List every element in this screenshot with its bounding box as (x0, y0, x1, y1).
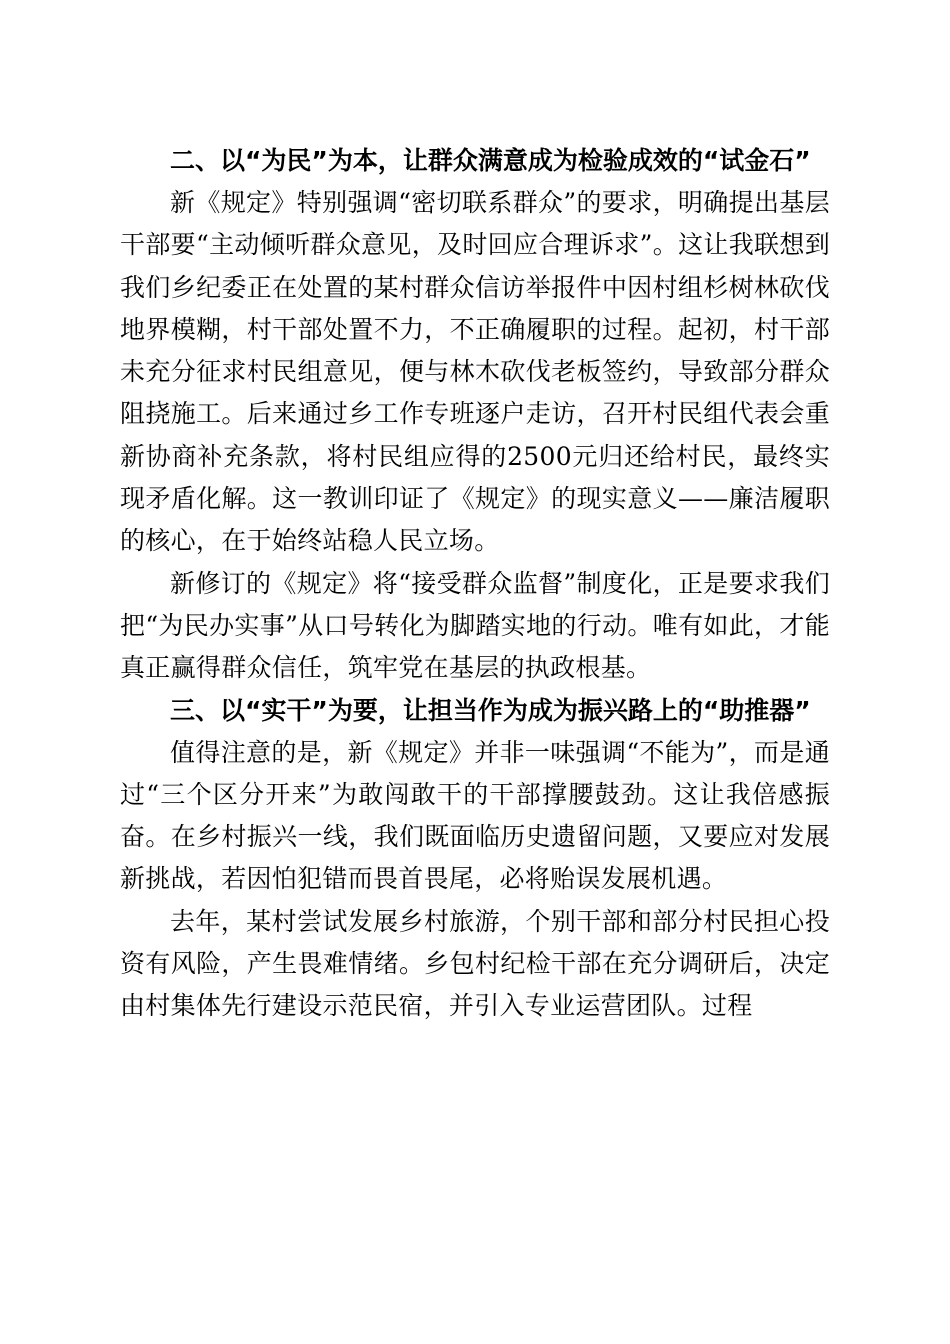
section-heading-2: 二、以“为民”为本，让群众满意成为检验成效的“试金石” (170, 146, 811, 175)
paragraph: 去年，某村尝试发展乡村旅游，个别干部和部分村民担心投资有风险，产生畏难情绪。乡包村纪检干部在充分调研后，决定由村集体先行建设示范民宿，并引入专业运营团队。过程 (120, 906, 830, 1021)
document-page (120, 140, 830, 1028)
paragraph: 值得注意的是，新《规定》并非一味强调“不能为”，而是通过“三个区分开来”为敢闯敢干的干部撑腰鼓劲。这让我倍感振奋。在乡村振兴一线，我们既面临历史遗留问题，又要应对发展新挑战，若因怕犯错而畏首畏尾，必将贻误发展机遇。 (120, 737, 830, 894)
paragraph: 新修订的《规定》将“接受群众监督”制度化，正是要求我们把“为民办实事”从口号转化为脚踏实地的行动。唯有如此，才能真正赢得群众信任，筑牢党在基层的执政根基。 (120, 568, 830, 683)
paragraph: 新《规定》特别强调“密切联系群众”的要求，明确提出基层干部要“主动倾听群众意见，及时回应合理诉求”。这让我联想到我们乡纪委正在处置的某村群众信访举报件中因村组杉树林砍伐地界模糊，村干部处置不力，不正确履职的过程。起初，村干部未充分征求村民组意见，便与林木砍伐老板签约，导致部分群众阻挠施工。后来通过乡工作专班逐户走访，召开村民组代表会重新协商补充条款，将村民组应得的2500元归还给村民，最终实现矛盾化解。这一教训印证了《规定》的现实意义——廉洁履职的核心，在于始终站稳人民立场。 (120, 188, 830, 556)
section-heading-3: 三、以“实干”为要，让担当作为成为振兴路上的“助推器” (170, 695, 811, 725)
